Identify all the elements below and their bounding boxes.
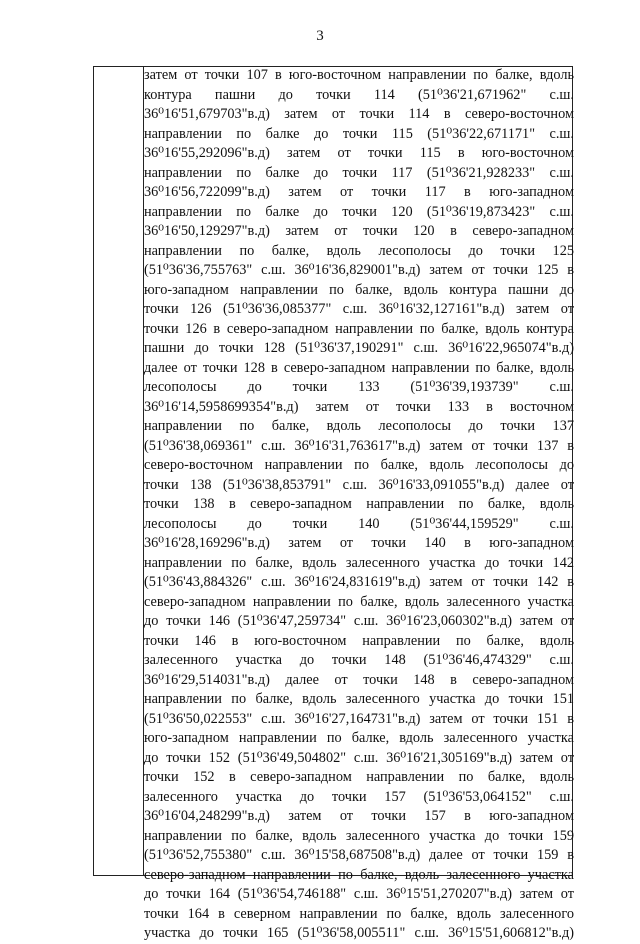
text-line: северо-западном направлении по балке, вдоль залесенного участка — [144, 593, 574, 610]
text-line: точки 146 в юго-восточном направлении по балке, вдоль — [144, 632, 574, 649]
text-line: 36⁰16'14,5958699354"в.д) затем от точки 133 в восточном — [144, 398, 574, 415]
description-cell — [144, 66, 574, 944]
text-line: направлении по балке, вдоль залесенного участка до точки 151 — [144, 691, 574, 707]
text-line: направлении по балке до точки 117 (51⁰36'21,928233" с.ш. — [144, 164, 574, 181]
text-line: (51⁰36'43,884326" с.ш. 36⁰16'24,831619"в.д) затем от точки 142 в — [144, 574, 574, 590]
text-line: лесополосы до точки 133 (51⁰36'39,193739" с.ш. — [144, 379, 574, 395]
text-line: участка до точки 165 (51⁰36'58,005511" с.ш. 36⁰15'51,606812"в.д) — [144, 925, 574, 941]
text-line: 36⁰16'50,129297"в.д) затем от точки 120 в северо-западном — [144, 223, 574, 239]
text-line: лесополосы до точки 140 (51⁰36'44,159529" с.ш. — [144, 515, 574, 532]
text-line: до точки 152 (51⁰36'49,504802" с.ш. 36⁰16'21,305169"в.д) затем от — [144, 749, 574, 766]
text-line: 36⁰16'56,722099"в.д) затем от точки 117 в юго-западном — [144, 184, 574, 200]
text-line: затем от точки 107 в юго-восточном направлении по балке, вдоль — [144, 67, 574, 83]
text-line: до точки 164 (51⁰36'54,746188" с.ш. 36⁰15'51,270207"в.д) затем от — [144, 886, 574, 902]
text-line: точки 138 (51⁰36'38,853791" с.ш. 36⁰16'33,091055"в.д) далее от — [144, 476, 574, 493]
text-line: 36⁰16'29,514031"в.д) далее от точки 148 в северо-западном — [144, 671, 574, 688]
text-line: 36⁰16'51,679703"в.д) затем от точки 114 в северо-восточном — [144, 106, 574, 122]
text-line: точки 126 в северо-западном направлении по балке, вдоль контура — [144, 320, 574, 337]
text-line: направлении по балке, вдоль залесенного участка до точки 159 — [144, 827, 574, 844]
text-line: юго-западном направлении по балке, вдоль контура пашни до — [144, 281, 574, 298]
text-line: точки 164 в северном направлении по балке, вдоль залесенного — [144, 905, 574, 922]
text-line: юго-западном направлении по балке, вдоль залесенного участка — [144, 730, 574, 746]
text-line: точки 152 в северо-западном направлении по балке, вдоль — [144, 769, 574, 785]
text-line: контура пашни до точки 114 (51⁰36'21,671962" с.ш. — [144, 86, 574, 103]
page-number: 3 — [316, 28, 324, 44]
text-line: 36⁰16'04,248299"в.д) затем от точки 157 в юго-западном — [144, 808, 574, 824]
text-line: далее от точки 128 в северо-западном направлении по балке, вдоль — [144, 359, 574, 376]
text-line: направлении по балке до точки 115 (51⁰36'22,671171" с.ш. — [144, 125, 574, 142]
text-line: направлении по балке, вдоль лесополосы до точки 125 — [144, 242, 574, 259]
text-line: (51⁰36'50,022553" с.ш. 36⁰16'27,164731"в.д) затем от точки 151 в — [144, 710, 574, 727]
text-line: (51⁰36'38,069361" с.ш. 36⁰16'31,763617"в.д) затем от точки 137 в — [144, 437, 574, 454]
text-line: направлении по балке, вдоль лесополосы до точки 137 — [144, 418, 574, 434]
text-line: (51⁰36'36,755763" с.ш. 36⁰16'36,829001"в.д) затем от точки 125 в — [144, 262, 574, 278]
text-line: (51⁰36'52,755380" с.ш. 36⁰15'58,687508"в.д) далее от точки 159 в — [144, 847, 574, 863]
text-line: северо-западном направлении по балке, вдоль залесенного участка — [144, 866, 574, 883]
text-line: залесенного участка до точки 157 (51⁰36'53,064152" с.ш. — [144, 788, 574, 805]
text-line: до точки 146 (51⁰36'47,259734" с.ш. 36⁰16'23,060302"в.д) затем от — [144, 613, 574, 629]
text-line: пашни до точки 128 (51⁰36'37,190291" с.ш. 36⁰16'22,965074"в.д) — [144, 340, 574, 356]
text-line: залесенного участка до точки 148 (51⁰36'46,474329" с.ш. — [144, 652, 574, 668]
text-line: северо-восточном направлении по балке, вдоль лесополосы до — [144, 457, 574, 473]
text-line: 36⁰16'55,292096"в.д) затем от точки 115 в юго-восточном — [144, 145, 574, 161]
text-line: 36⁰16'28,169296"в.д) затем от точки 140 в юго-западном — [144, 535, 574, 551]
text-line: направлении по балке, вдоль залесенного участка до точки 142 — [144, 554, 574, 571]
text-line: направлении по балке до точки 120 (51⁰36'19,873423" с.ш. — [144, 203, 574, 220]
text-line: точки 138 в северо-западном направлении по балке, вдоль — [144, 496, 574, 512]
text-line: точки 126 (51⁰36'36,085377" с.ш. 36⁰16'32,127161"в.д) затем от — [144, 301, 574, 317]
